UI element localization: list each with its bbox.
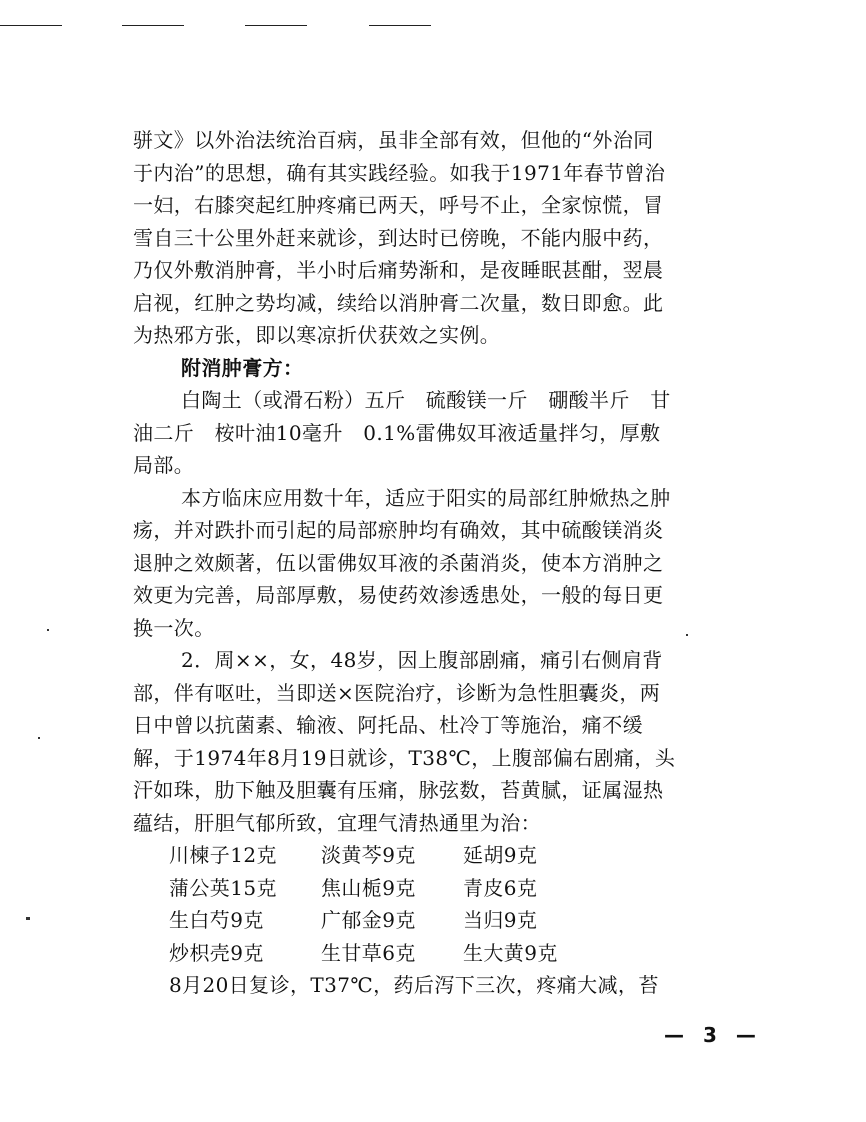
text-line: 雪自三十公里外赶来就诊，到达时已傍晚，不能内服中药，: [133, 225, 664, 250]
prescription-item: 生大黄9克: [463, 940, 558, 965]
formula-line: 局部。: [133, 453, 195, 477]
page-body: [133, 124, 748, 1002]
case-line: 汗如珠，肋下触及胆囊有压痛，脉弦数，苔黄腻，证属湿热: [133, 778, 664, 802]
text-line: 一妇，右膝突起红肿疼痛已两天，呼号不止，全家惊慌，冒: [133, 193, 664, 217]
discussion-line: 退肿之效颇著，伍以雷佛奴耳液的杀菌消炎，使本方消肿之: [133, 550, 664, 575]
prescription-item: 淡黄芩9克: [321, 843, 416, 867]
text-line: 骈文》以外治法统治百病，虽非全部有效，但他的“外治同: [133, 128, 654, 152]
prescription-item: 延胡9克: [463, 843, 538, 867]
top-rule-4: [369, 25, 431, 26]
scan-speck: [38, 737, 40, 739]
discussion-line: 疡，并对跌扑而引起的局部瘀肿均有确效，其中硫酸镁消炎: [133, 518, 664, 542]
text-line: 启视，红肿之势均减，续给以消肿膏二次量，数日即愈。此: [133, 290, 664, 315]
prescription-row: [133, 904, 748, 937]
discussion-line: 效更为完善，局部厚敷，易使药效渗透患处，一般的每日更: [133, 583, 664, 607]
prescription-item: 青皮6克: [463, 875, 538, 900]
discussion-line: 换一次。: [133, 615, 215, 640]
case-line: 蕴结，肝胆气郁所致，宜理气清热通里为治：: [133, 810, 541, 835]
page-number: — 3 —: [664, 1023, 762, 1047]
discussion-line: 本方临床应用数十年，适应于阳实的局部红肿焮热之肿: [181, 485, 671, 510]
prescription-item: 焦山栀9克: [321, 875, 416, 900]
followup-line: 8月20日复诊，T37℃，药后泻下三次，疼痛大减，苔: [169, 973, 659, 997]
scan-speck: [47, 629, 49, 631]
prescription-item: 生白芍9克: [169, 908, 264, 932]
case-line: 解，于1974年8月19日就诊，T38℃，上腹部偏右剧痛，头: [133, 745, 676, 770]
formula-line: 油二斤 桉叶油10毫升 0.1%雷佛奴耳液适量拌匀，厚敷: [133, 420, 661, 445]
prescription-row: [133, 872, 748, 905]
prescription-item: 炒枳壳9克: [169, 940, 264, 965]
prescription-item: 川楝子12克: [169, 843, 277, 867]
prescription-item: 蒲公英15克: [169, 875, 277, 900]
prescription-row: [133, 937, 748, 970]
top-rule-2: [122, 25, 184, 26]
text-line: 于内治”的思想，确有其实践经验。如我于1971年春节曾治: [133, 160, 666, 185]
text-line: 为热邪方张，即以寒凉折伏获效之实例。: [133, 323, 501, 347]
case-line: 日中曾以抗菌素、输液、阿托品、杜冷丁等施治，痛不缓: [133, 713, 643, 737]
top-rule-1: [0, 25, 62, 26]
formula-line: 白陶土（或滑石粉）五斤 硫酸镁一斤 硼酸半斤 甘: [181, 388, 671, 412]
scan-speck: [26, 917, 30, 920]
prescription-item: 当归9克: [463, 908, 538, 932]
top-rule-3: [245, 25, 307, 26]
case-line: 2．周××，女，48岁，因上腹部剧痛，痛引右侧肩背: [181, 648, 663, 672]
formula-heading: 附消肿膏方：: [181, 355, 304, 380]
prescription-item: 广郁金9克: [321, 908, 416, 932]
prescription-row: [133, 839, 748, 872]
text-line: 乃仅外敷消肿膏，半小时后痛势渐和，是夜睡眠甚酣，翌晨: [133, 258, 664, 282]
prescription-item: 生甘草6克: [321, 940, 416, 965]
case-line: 部，伴有呕吐，当即送×医院治疗，诊断为急性胆囊炎，两: [133, 680, 661, 705]
